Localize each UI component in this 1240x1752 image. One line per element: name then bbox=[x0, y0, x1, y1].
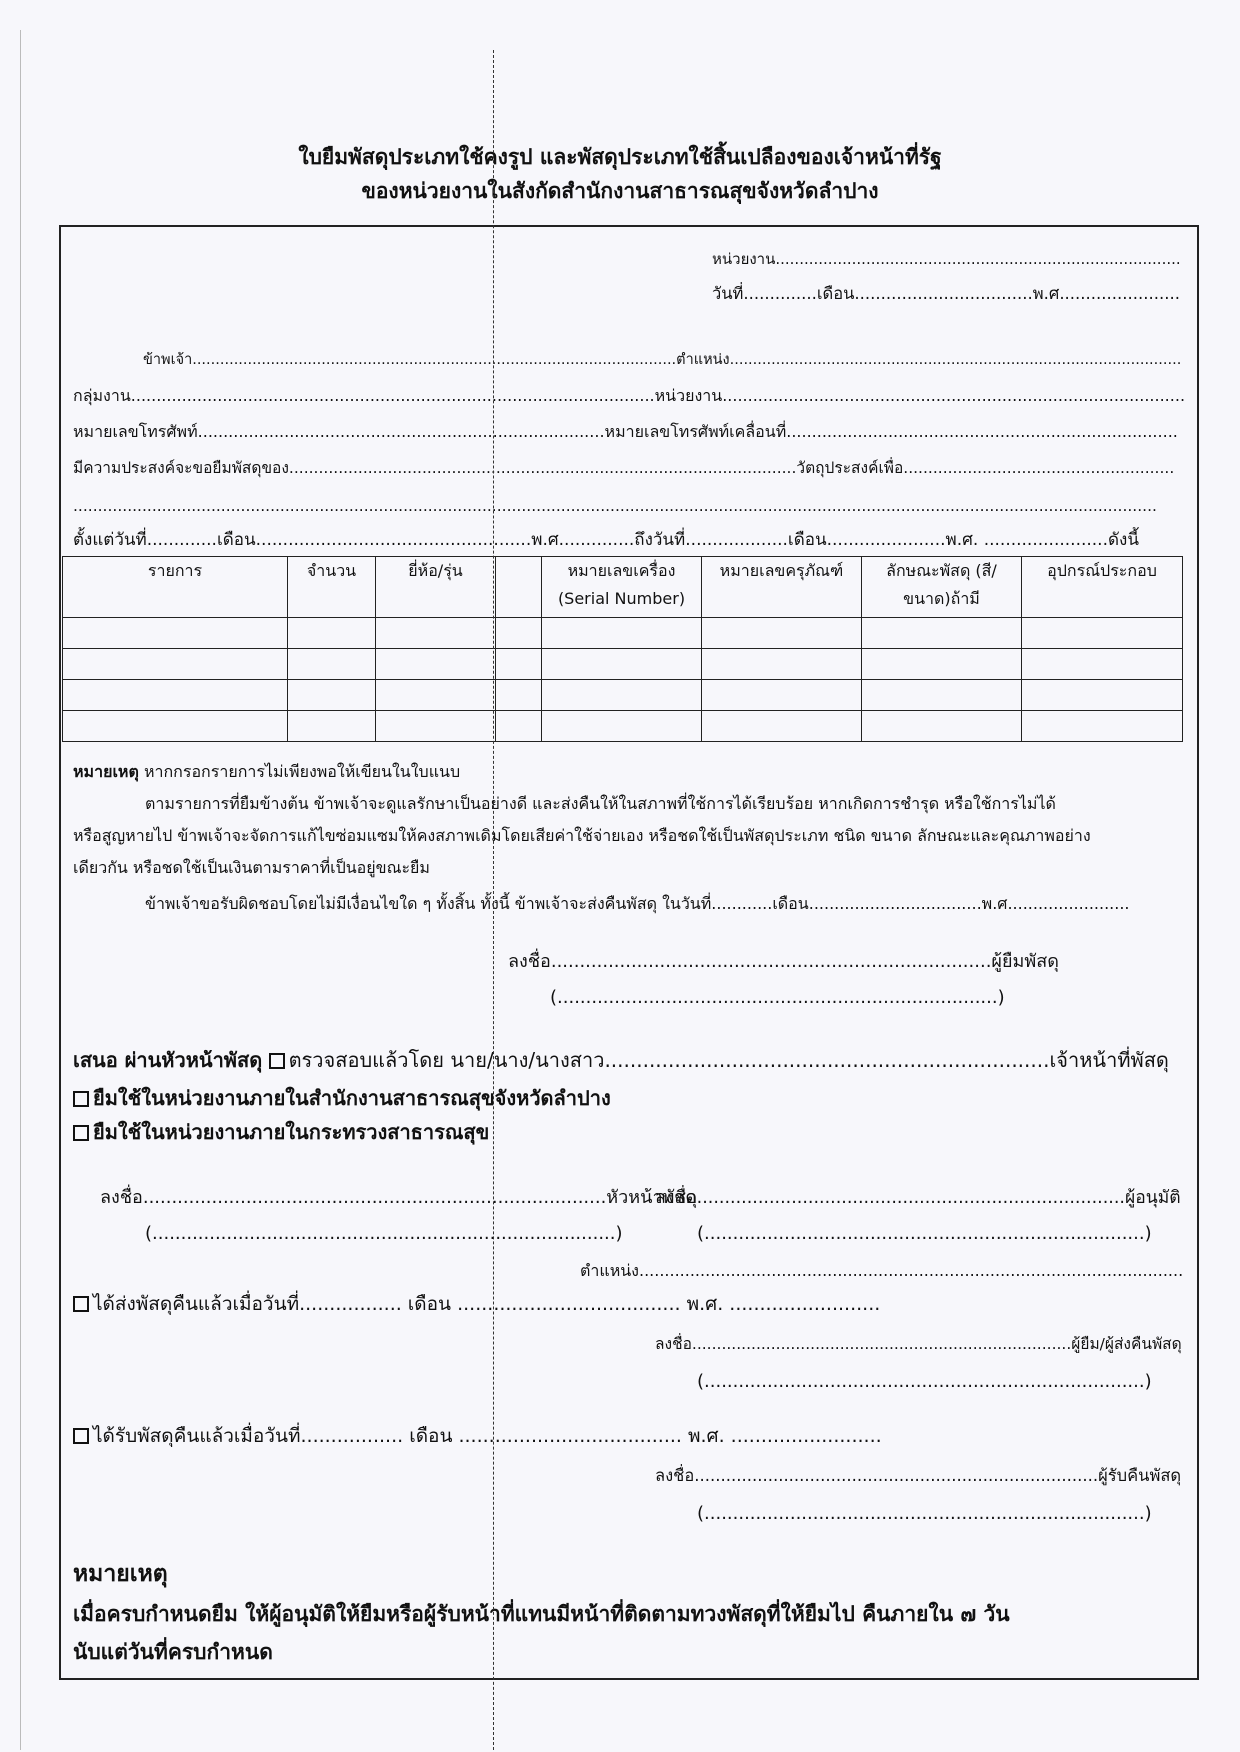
col-header-item: รายการ bbox=[63, 557, 288, 618]
checked-by-text[interactable]: ตรวจสอบแล้วโดย นาย/นาง/นางสาว......................................................................เจ้าหน้าที่พัสดุ bbox=[288, 1048, 1169, 1072]
returner-signature-line[interactable]: ลงชื่อ.............................................................................ผู้ยืม/ผู้ส่งคืนพัสดุ bbox=[655, 1335, 1182, 1353]
propose-label: เสนอ ผ่านหัวหน้าพัสดุ bbox=[73, 1048, 263, 1072]
col-header-asset-no: หมายเลขครุภัณฑ์ bbox=[702, 557, 862, 618]
fold-line bbox=[493, 50, 494, 1750]
returned-received-text[interactable]: ได้รับพัสดุคืนแล้วเมื่อวันที่................. เดือน ..................................... พ.ศ. ......................... bbox=[93, 1425, 882, 1447]
table-row[interactable] bbox=[63, 649, 1183, 680]
option-ministry-checkbox[interactable] bbox=[73, 1125, 89, 1141]
receiver-name-parentheses[interactable]: (.............................................................................) bbox=[697, 1503, 1152, 1524]
note-label: หมายเหตุ bbox=[73, 762, 139, 781]
approver-signature-line[interactable]: ลงชื่อ.............................................................................ผู้อนุมัติ bbox=[655, 1188, 1181, 1208]
date-field-top[interactable]: วันที่..............เดือน..................................พ.ศ....................... bbox=[712, 284, 1180, 303]
table-header-row bbox=[63, 557, 1183, 618]
date-range-line[interactable]: ตั้งแต่วันที่.............เดือน...................................................พ.ศ..............ถึงวันที่...................เดือน......................พ.ศ. .......................ดังนี้ bbox=[73, 530, 1139, 550]
option-provincial-checkbox[interactable] bbox=[73, 1091, 89, 1107]
table-row[interactable] bbox=[63, 711, 1183, 742]
returner-name-parentheses[interactable]: (.............................................................................) bbox=[697, 1371, 1152, 1392]
footer-note-label: หมายเหตุ bbox=[73, 1561, 168, 1587]
option-ministry-label: ยืมใช้ในหน่วยงานภายในกระทรวงสาธารณสุข bbox=[93, 1120, 490, 1144]
unit-field-top[interactable]: หน่วยงาน..................................................................................... bbox=[712, 250, 1181, 268]
approver-name-parentheses[interactable]: (.............................................................................) bbox=[697, 1223, 1152, 1244]
name-position-line[interactable]: ข้าพเจ้า.........................................................................................................ตำแหน่ง.................................................................................................. bbox=[143, 352, 1182, 368]
group-unit-line[interactable]: กลุ่มงาน.......................................................................................................หน่วยงาน........................................................................................... bbox=[73, 386, 1186, 405]
phone-line[interactable]: หมายเลขโทรศัพท์................................................................................หมายเลขโทรศัพท์เคลื่อนที่............................................................................. bbox=[73, 422, 1178, 441]
col-header-blank bbox=[496, 557, 542, 618]
returned-sent-checkbox[interactable] bbox=[73, 1296, 89, 1312]
terms-paragraph-3: เดียวกัน หรือชดใช้เป็นเงินตามราคาที่เป็นอยู่ขณะยืม bbox=[73, 858, 430, 877]
returned-sent-text[interactable]: ได้ส่งพัสดุคืนแล้วเมื่อวันที่................. เดือน ..................................... พ.ศ. ......................... bbox=[93, 1293, 881, 1315]
page-edge-line bbox=[20, 30, 21, 1750]
form-title-line2: ของหน่วยงานในสังกัดสำนักงานสาธารณสุขจังหวัดลำปาง bbox=[361, 179, 879, 203]
note-text: หากกรอกรายการไม่เพียงพอให้เขียนในใบแนบ bbox=[138, 762, 461, 781]
terms-paragraph-1: ตามรายการที่ยืมข้างต้น ข้าพเจ้าจะดูแลรักษาเป็นอย่างดี และส่งคืนให้ในสภาพที่ใช้การได้เรียบร้อย หากเกิดการชำรุด หรือใช้การไม่ได้ bbox=[145, 794, 1056, 813]
option-provincial-label: ยืมใช้ในหน่วยงานภายในสำนักงานสาธารณสุขจังหวัดลำปาง bbox=[93, 1086, 611, 1110]
col-header-serial: หมายเลขเครื่อง (Serial Number) bbox=[542, 557, 702, 618]
note-attachment bbox=[73, 760, 460, 784]
col-header-appearance: ลักษณะพัสดุ (สี/ขนาด)ถ้ามี bbox=[862, 557, 1022, 618]
approver-position-line[interactable]: ตำแหน่ง........................................................................................................... bbox=[580, 1261, 1184, 1280]
returned-sent-line bbox=[73, 1292, 880, 1316]
table-row[interactable] bbox=[63, 680, 1183, 711]
borrower-name-parentheses[interactable]: (.............................................................................) bbox=[550, 987, 1005, 1008]
borrower-signature-line[interactable]: ลงชื่อ.............................................................................ผู้ยืมพัสดุ bbox=[508, 951, 1059, 972]
col-header-accessories: อุปกรณ์ประกอบ bbox=[1022, 557, 1183, 618]
purpose-line[interactable]: มีความประสงค์จะขอยืมพัสดุของ.......................................................................................................วัตถุประสงค์เพื่อ....................................................... bbox=[73, 459, 1175, 477]
col-header-qty: จำนวน bbox=[288, 557, 376, 618]
receiver-signature-line[interactable]: ลงชื่อ.............................................................................ผู้รับคืนพัสดุ bbox=[655, 1466, 1182, 1485]
propose-line bbox=[73, 1048, 1169, 1072]
returned-received-checkbox[interactable] bbox=[73, 1428, 89, 1444]
form-title-line1: ใบยืมพัสดุประเภทใช้คงรูป และพัสดุประเภทใช้สิ้นเปลืองของเจ้าหน้าที่รัฐ bbox=[298, 145, 942, 169]
returned-received-line bbox=[73, 1424, 882, 1448]
items-table bbox=[62, 556, 1183, 742]
blank-line[interactable]: ............................................................................................................................................................................................................................ bbox=[73, 497, 1157, 515]
table-row[interactable] bbox=[63, 618, 1183, 649]
checked-by-checkbox[interactable] bbox=[269, 1053, 285, 1069]
return-date-line[interactable]: ข้าพเจ้าขอรับผิดชอบโดยไม่มีเงื่อนไขใด ๆ ทั้งสิ้น ทั้งนี้ ข้าพเจ้าจะส่งคืนพัสดุ ในวันที่............เดือน..................................พ.ศ........................ bbox=[145, 894, 1130, 913]
terms-paragraph-2: หรือสูญหายไป ข้าพเจ้าจะจัดการแก้ไขซ่อมแซมให้คงสภาพเดิมโดยเสียค่าใช้จ่ายเอง หรือชดใช้เป็นพัสดุประเภท ชนิด ขนาด ลักษณะและคุณภาพอย่าง bbox=[73, 826, 1091, 845]
footer-note-line2: นับแต่วันที่ครบกำหนด bbox=[73, 1640, 273, 1664]
form-header bbox=[0, 140, 1240, 208]
col-header-brand: ยี่ห้อ/รุ่น bbox=[376, 557, 496, 618]
head-name-parentheses[interactable]: (.................................................................................) bbox=[145, 1223, 623, 1244]
option-provincial bbox=[73, 1086, 611, 1110]
footer-note-line1: เมื่อครบกำหนดยืม ให้ผู้อนุมัติให้ยืมหรือผู้รับหน้าที่แทนมีหน้าที่ติดตามทวงพัสดุที่ให้ยืมไป คืนภายใน ๗ วัน bbox=[73, 1602, 1010, 1626]
head-signature-line[interactable]: ลงชื่อ.................................................................................หัวหน้าพัสดุ bbox=[100, 1187, 698, 1208]
option-ministry bbox=[73, 1120, 489, 1144]
